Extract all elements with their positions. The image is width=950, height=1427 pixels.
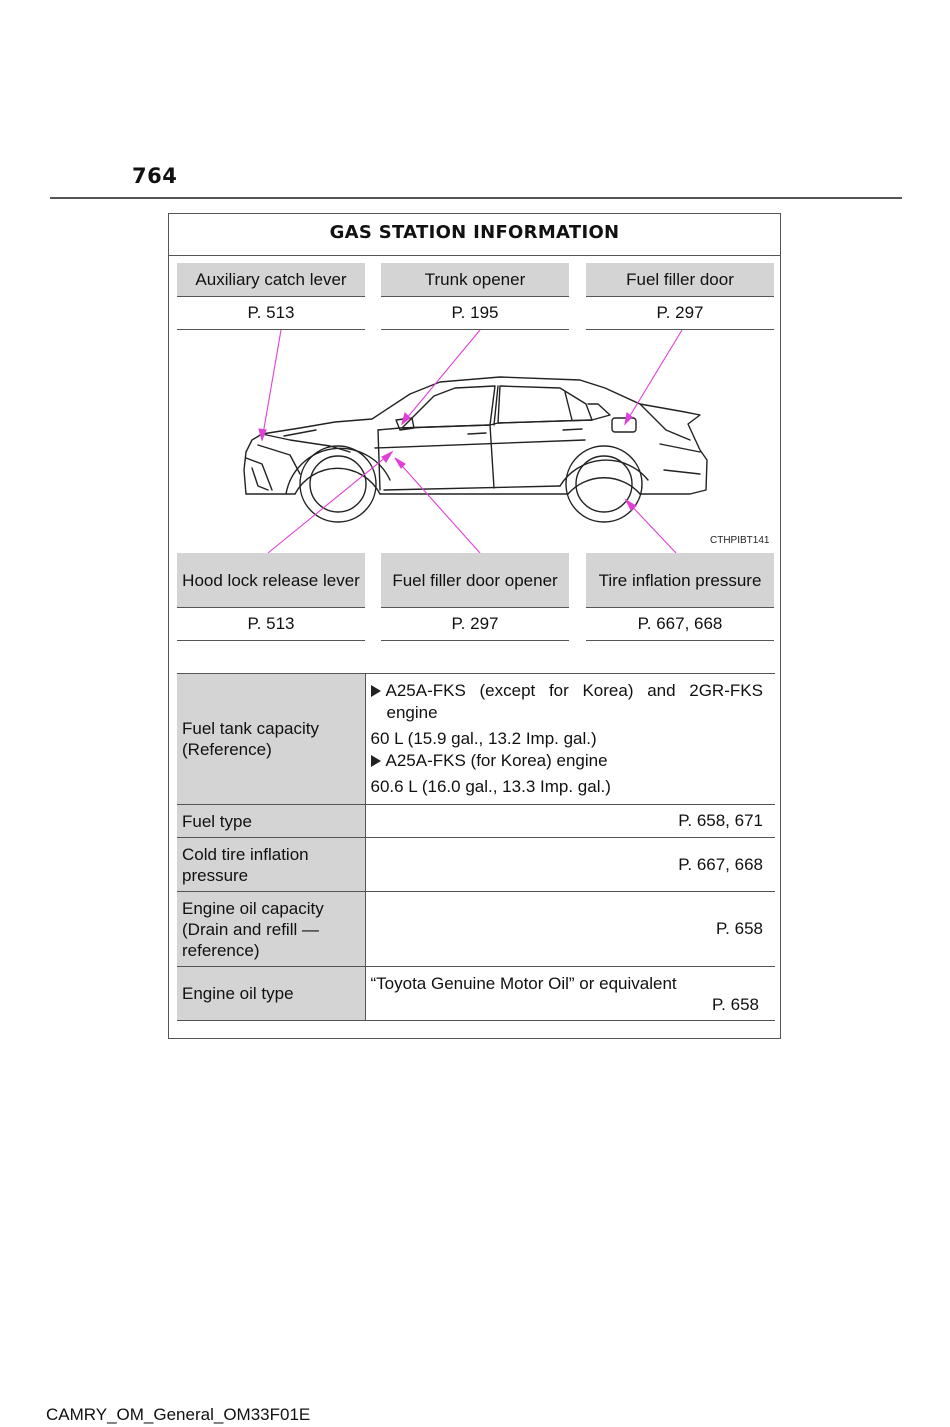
triangle-bullet-icon: [371, 685, 381, 697]
fuel-type-label: Fuel type: [177, 805, 365, 838]
engine-oil-capacity-label: Engine oil capacity (Drain and refill — reference): [177, 892, 365, 967]
engine-oil-type-ref[interactable]: P. 658: [712, 994, 759, 1014]
table-row: [177, 838, 775, 892]
document-footer: CAMRY_OM_General_OM33F01E: [46, 1405, 311, 1424]
fuel-tank-capacity-value: [365, 674, 775, 805]
spec-table: [177, 673, 775, 1021]
panel-title: GAS STATION INFORMATION: [169, 214, 780, 256]
engine-oil-type-value: [365, 967, 775, 1021]
cold-tire-pressure-ref[interactable]: P. 667, 668: [365, 838, 775, 892]
ref-auxiliary-catch-lever[interactable]: P. 513: [177, 297, 365, 330]
engine-variant-2-capacity: 60.6 L (16.0 gal., 13.3 Imp. gal.): [370, 777, 611, 796]
table-row: [177, 892, 775, 967]
engine-variant-2: A25A-FKS (for Korea) engine: [371, 750, 764, 772]
ref-fuel-filler-door-opener[interactable]: P. 297: [381, 608, 569, 641]
label-fuel-filler-door: Fuel filler door: [586, 263, 774, 297]
ref-trunk-opener[interactable]: P. 195: [381, 297, 569, 330]
fuel-tank-capacity-label: Fuel tank capacity (Reference): [177, 674, 365, 805]
ref-tire-inflation-pressure[interactable]: P. 667, 668: [586, 608, 774, 641]
label-hood-lock-release-lever: Hood lock release lever: [177, 553, 365, 608]
label-auxiliary-catch-lever: Auxiliary catch lever: [177, 263, 365, 297]
ref-fuel-filler-door[interactable]: P. 297: [586, 297, 774, 330]
table-row: [177, 805, 775, 838]
triangle-bullet-icon: [371, 755, 381, 767]
label-fuel-filler-door-opener: Fuel filler door opener: [381, 553, 569, 608]
table-row: [177, 967, 775, 1021]
engine-oil-type-label: Engine oil type: [177, 967, 365, 1021]
page-number: 764: [132, 164, 178, 188]
engine-variant-1-capacity: 60 L (15.9 gal., 13.2 Imp. gal.): [370, 729, 597, 748]
label-tire-inflation-pressure: Tire inflation pressure: [586, 553, 774, 608]
cold-tire-pressure-label: Cold tire inflation pressure: [177, 838, 365, 892]
figure-id: CTHPIBT141: [710, 535, 770, 546]
label-trunk-opener: Trunk opener: [381, 263, 569, 297]
engine-oil-type-text: “Toyota Genuine Motor Oil” or equivalent: [370, 973, 677, 993]
ref-hood-lock-release-lever[interactable]: P. 513: [177, 608, 365, 641]
engine-variant-1: A25A-FKS (except for Korea) and 2GR-FKS: [371, 680, 764, 702]
table-row: [177, 674, 775, 805]
fuel-type-ref[interactable]: P. 658, 671: [365, 805, 775, 838]
engine-oil-capacity-ref[interactable]: P. 658: [365, 892, 775, 967]
engine-variant-1-cont: engine: [386, 703, 438, 722]
